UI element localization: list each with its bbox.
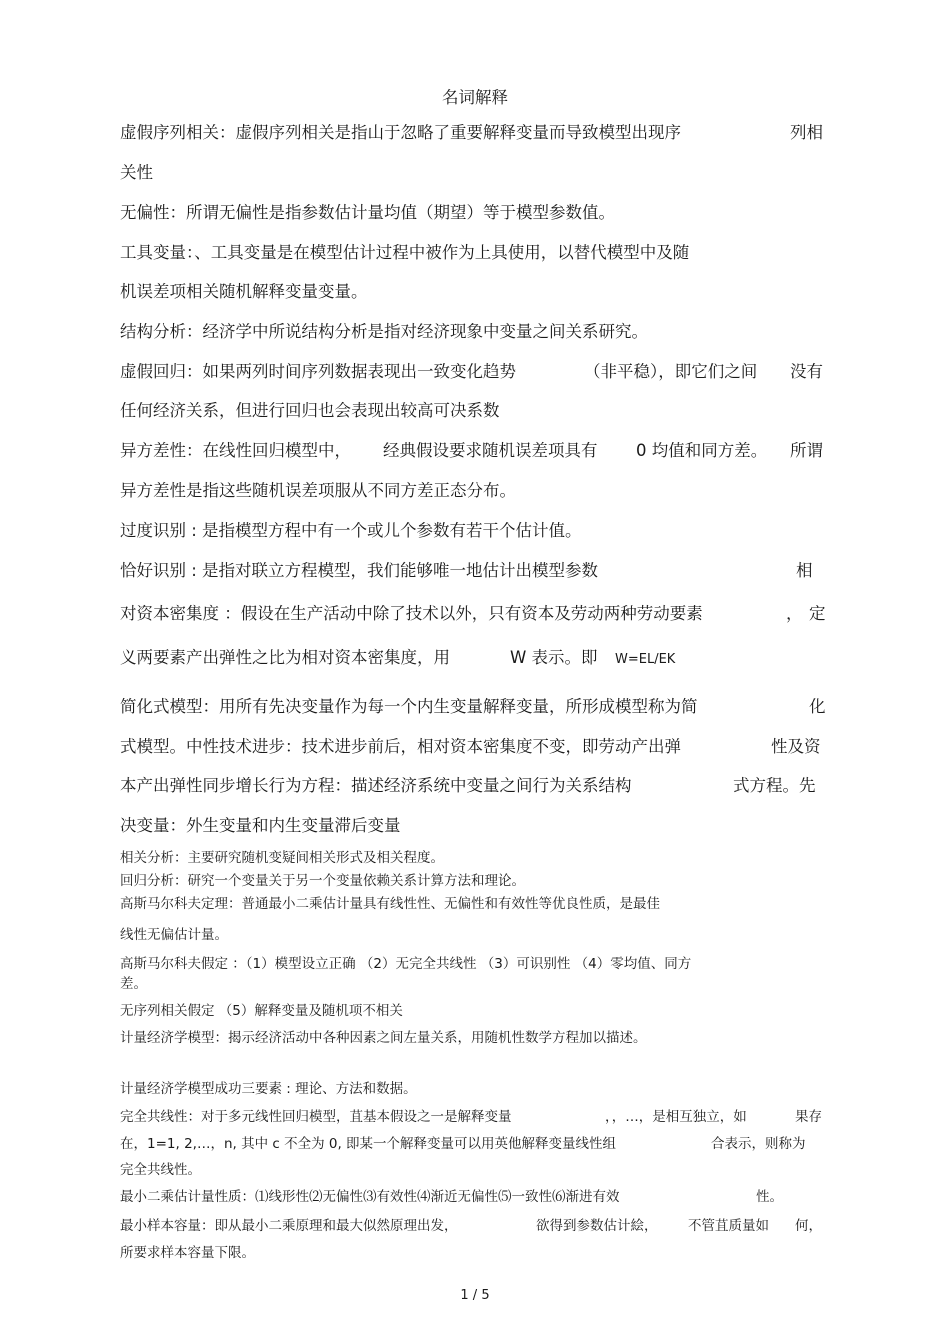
text-line: 对资本密集度 ：假设在生产活动中除了技术以外，只有资本及劳动两种劳动要素 [120,604,703,623]
text-line: 差。 [120,976,147,992]
text-line: 机误差项相关随机解释变量变量。 [120,282,368,301]
text-line: 欲得到参数估计絵， [536,1218,658,1234]
text-line: 异方差性是指这些随机误差项服从不同方差正态分布。 [120,481,516,500]
text-line: 式模型。中性技术进步：技术进步前后，相对资本密集度不变，即劳动产出弹 [120,737,681,756]
text-line: 不管苴质量如 [688,1218,769,1234]
text-line: 简化式模型：用所有先决变量作为每一个内生变量解释变量，所形成模型称为简 [120,697,698,716]
text-line: 最小二乘估计量性质：⑴线形性⑵无偏性⑶有效性⑷渐近无偏性⑸一致性⑹渐进有效 [120,1189,620,1205]
text-line: 无偏性：所谓无偏性是指参数估计量均值（期望）等于模型参数值。 [120,203,615,222]
text-line: 线性无偏估计量。 [120,927,228,943]
text-line: 式方程。先 [733,776,816,795]
text-line: 关性 [120,163,153,182]
text-line: 最小样本容量：即从最小二乘原理和最大似然原理出发， [120,1218,458,1234]
text-line: 回归分析：研究一个变量关于另一个变量依赖关系计算方法和理论。 [120,873,525,889]
text-line: 相关分析：主要研究随机变疑间相关形式及相关程度。 [120,850,444,866]
text-line: 何， [795,1218,822,1234]
text-line: 经典假设要求随机误差项具有 [383,441,598,460]
text-line: 恰好识别 : 是指对联立方程模型，我们能够唯一地估计出模型参数 [120,561,599,580]
text-line: W 表示。即 [510,648,598,667]
text-line: 列相 [790,123,823,142]
text-line: ， [786,604,803,623]
text-line: 完全共线性。 [120,1162,201,1178]
text-line: 高斯马尔科夫假定 ：（1）模型设立正确 （2）无完全共线性 （3）可识别性 （4）零均值、同方 [120,956,692,972]
text-line: 在，1=1, 2,…，n, 其中 c 不全为 0, 即某一个解释变量可以用英他解释变量线性组 [120,1136,617,1152]
page-number: 1 / 5 [460,1288,490,1303]
text-line: 虚假序列相关：虚假序列相关是指山于忽略了重要解释变量而导致模型出现序 [120,123,681,142]
text-line: 虚假回归：如果两列时间序列数据表现出一致变化趋势 [120,362,516,381]
text-line: 性。 [756,1189,783,1205]
text-line: （非平稳），即它们之间 [584,362,758,381]
text-line: 果存 [795,1109,822,1125]
text-line: W=EL/EK [615,652,676,667]
text-line: 无序列相关假定 （5）解释变量及随机项不相关 [120,1003,403,1019]
text-line: 性及资 [771,737,821,756]
text-line: 化 [809,697,826,716]
text-line: 任何经济关系，但进行回归也会表现出较高可决系数 [120,401,500,420]
text-line: 完全共线性：对于多元线性回归模型，苴基本假设之一是解释变量 [120,1109,512,1125]
text-line: 合表示，则称为 [711,1136,806,1152]
text-line: 高斯马尔科夫定理：普通最小二乘估计量具有线性性、无偏性和有效性等优良性质，是最佳 [120,896,660,912]
text-line: 本产出弹性同步增长行为方程：描述经济系统中变量之间行为关系结构 [120,776,632,795]
text-line: 没有 [790,362,823,381]
text-line: 所谓 [790,441,823,460]
text-line: 过度识别 : 是指模型方程中有一个或儿个参数有若干个估计值。 [120,521,582,540]
document-title: 名词解释 [442,88,508,107]
text-line: ，，…，是相互独立，如 [605,1109,747,1125]
text-line: 定 [809,604,826,623]
text-line: 义两要素产出弹性之比为相对资本密集度，用 [120,648,450,667]
text-line: 所要求样本容量下限。 [120,1245,255,1261]
text-line: 计量经济学模型：揭示经济活动中各种因素之间左量关系，用随机性数学方程加以描述。 [120,1030,647,1046]
text-line: 结构分析：经济学中所说结构分析是指对经济现象中变量之间关系研究。 [120,322,648,341]
text-line: 异方差性：在线性回归模型中， [120,441,351,460]
text-line: 计量经济学模型成功三要素 : 理论、方法和数据。 [120,1081,417,1097]
text-line: 相 [796,561,813,580]
text-line: 工具变量：、工具变量是在模型估计过程中被作为上具使用，以替代模型中及随 [120,243,690,262]
text-line: 0 均值和同方差。 [636,441,768,460]
text-line: 决变量：外生变量和内生变量滞后变量 [120,816,401,835]
